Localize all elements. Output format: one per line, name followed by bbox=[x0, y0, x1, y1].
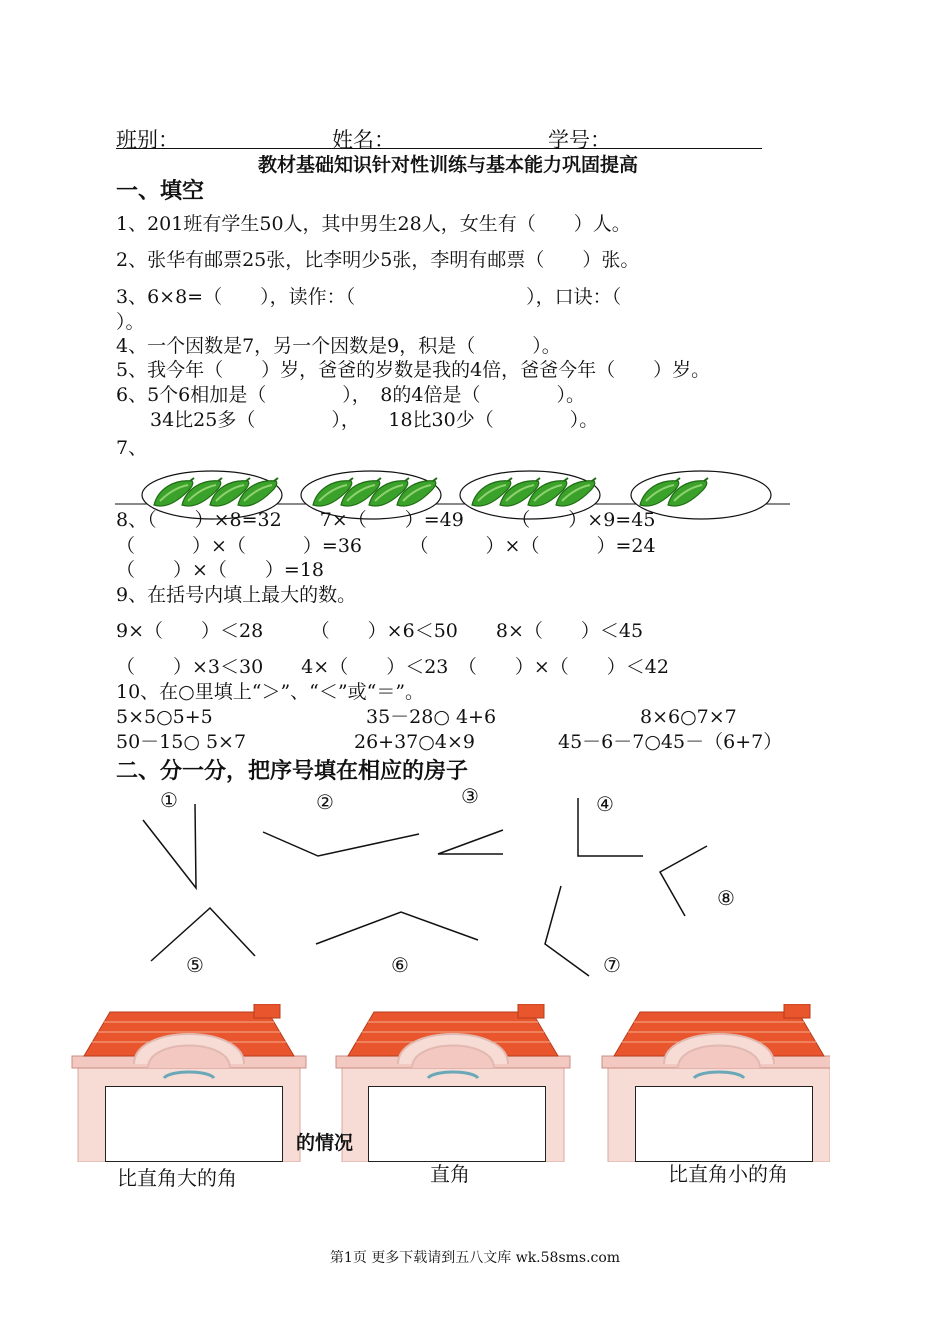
q10-item-3: 8×6○7×7 bbox=[640, 706, 737, 728]
question-6-line1: 6、5个6相加是（ ）， 8的4倍是（ ）。 bbox=[116, 384, 585, 406]
question-8-line3: （ ）×（ ）=18 bbox=[116, 559, 325, 581]
section2-heading: 二、分一分，把序号填在相应的房子 bbox=[116, 759, 469, 784]
page-footer: 第1页 更多下载请到五八文库 wk.58sms.com bbox=[329, 1250, 621, 1266]
question-4: 4、一个因数是7，另一个因数是9，积是（ ）。 bbox=[116, 335, 561, 357]
angle-label-7: ⑦ bbox=[603, 953, 621, 977]
question-8-line2: （ ）×（ ）=36 （ ）×（ ）=24 bbox=[116, 535, 656, 557]
question-10: 10、在○里填上“＞”、“＜”或“＝”。 bbox=[116, 681, 425, 703]
question-6-line2: 34比25多（ ）， 18比30少（ ）。 bbox=[150, 409, 599, 431]
house-label-right: 直角 bbox=[430, 1162, 470, 1186]
angle-label-4: ④ bbox=[596, 792, 614, 816]
answer-box-acute[interactable] bbox=[635, 1086, 813, 1162]
question-7: 7、 bbox=[116, 437, 148, 459]
number-label: 学号： bbox=[548, 128, 611, 152]
section1-heading: 一、填空 bbox=[116, 179, 205, 204]
question-3-line1: 3、6×8=（ ），读作：（ ），口诀：（ bbox=[116, 286, 622, 308]
header-underline bbox=[116, 148, 762, 149]
q10-item-2: 35－28○ 4+6 bbox=[366, 706, 497, 728]
answer-box-right[interactable] bbox=[368, 1086, 546, 1162]
q10-item-1: 5×5○5+5 bbox=[116, 706, 213, 728]
house-label-acute: 比直角小的角 bbox=[668, 1162, 788, 1186]
q10-item-6: 45－6－7○45－（6+7） bbox=[558, 731, 783, 753]
answer-box-obtuse[interactable] bbox=[105, 1086, 283, 1162]
question-9: 9、在括号内填上最大的数。 bbox=[116, 584, 357, 606]
angle-label-1: ① bbox=[160, 788, 178, 812]
q10-item-5: 26+37○4×9 bbox=[354, 731, 475, 753]
angle-label-8: ⑧ bbox=[717, 886, 735, 910]
q10-item-4: 50－15○ 5×7 bbox=[116, 731, 247, 753]
angle-label-3: ③ bbox=[461, 784, 479, 808]
page-title: 教材基础知识针对性训练与基本能力巩固提高 bbox=[258, 154, 639, 176]
question-3-line2: ）。 bbox=[116, 311, 145, 333]
angles-figure bbox=[0, 780, 950, 990]
question-2: 2、张华有邮票25张，比李明少5张，李明有邮票（ ）张。 bbox=[116, 249, 640, 271]
stray-text: 的情况 bbox=[296, 1132, 354, 1154]
name-label: 姓名： bbox=[332, 128, 395, 152]
question-1: 1、201班有学生50人，其中男生28人，女生有（ ）人。 bbox=[116, 213, 631, 235]
question-9-line1: 9×（ ）＜28 （ ）×6＜50 8×（ ）＜45 bbox=[116, 620, 644, 642]
angle-label-6: ⑥ bbox=[391, 953, 409, 977]
angle-label-5: ⑤ bbox=[186, 953, 204, 977]
question-5: 5、我今年（ ）岁，爸爸的岁数是我的4倍，爸爸今年（ ）岁。 bbox=[116, 359, 711, 381]
house-label-obtuse: 比直角大的角 bbox=[117, 1166, 237, 1190]
angle-label-2: ② bbox=[316, 790, 334, 814]
question-8-line1: 8、（ ）×8=32 7×（ ）=49 （ ）×9=45 bbox=[116, 509, 656, 531]
class-label: 班别： bbox=[116, 128, 179, 152]
question-9-line2: （ ）×3＜30 4×（ ）＜23 （ ）×（ ）＜42 bbox=[116, 656, 669, 678]
